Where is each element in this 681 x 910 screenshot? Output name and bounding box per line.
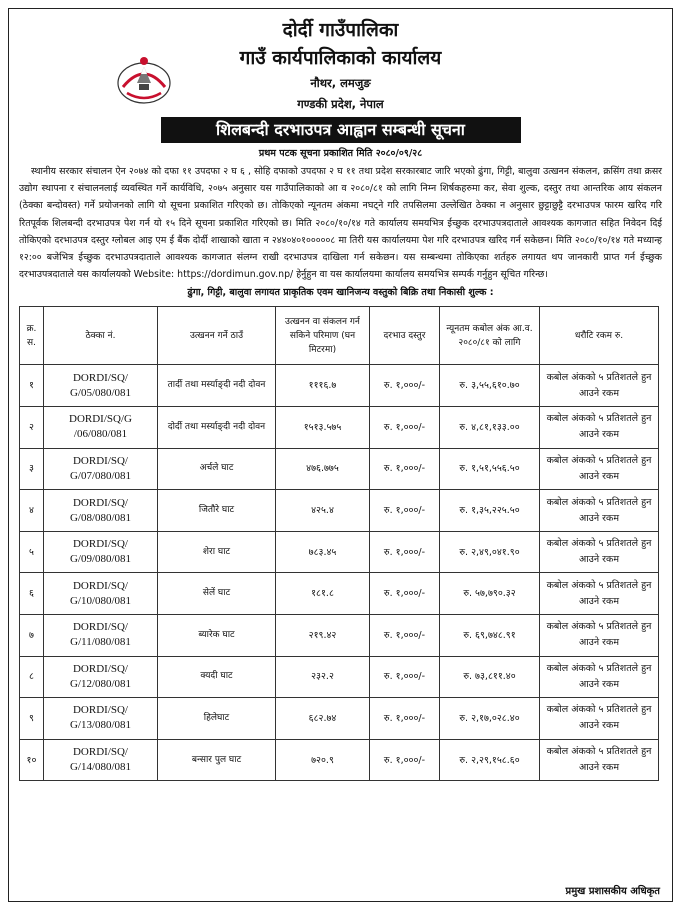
cell-deposit: कबोल अंकको ५ प्रतिशतले हुन आउने रकम: [540, 698, 659, 740]
cell-minimum-bid: रु. २,२९,१५८.६०: [440, 739, 540, 781]
cell-location: ब्यारेक घाट: [158, 614, 276, 656]
cell-location: तार्दी तथा मर्स्याङ्दी नदी दोवन: [158, 365, 276, 407]
cell-quantity: १५१३.५७५: [276, 407, 370, 449]
cell-contract-no: DORDI/SQ/ G/05/080/081: [44, 365, 158, 407]
cell-quantity: ७८३.४५: [276, 531, 370, 573]
table-row: [20, 698, 659, 740]
cell-fee: रु. १,०००/-: [370, 614, 440, 656]
table-row: [20, 656, 659, 698]
col-header-deposit: धरौटि रकम रु.: [540, 307, 659, 365]
cell-contract-no: DORDI/SQ/ G/14/080/081: [44, 739, 158, 781]
publication-date: प्रथम पटक सूचना प्रकाशित मिति २०८०/०९/२८: [258, 148, 423, 159]
cell-fee: रु. १,०००/-: [370, 490, 440, 532]
cell-location: हिलेघाट: [158, 698, 276, 740]
contract-table: [19, 306, 659, 781]
col-header-location: उत्खनन गर्ने ठाउँ: [158, 307, 276, 365]
cell-location: क्यदी घाट: [158, 656, 276, 698]
cell-deposit: कबोल अंकको ५ प्रतिशतले हुन आउने रकम: [540, 448, 659, 490]
cell-quantity: २३२.२: [276, 656, 370, 698]
cell-sn: ३: [20, 448, 44, 490]
cell-contract-no: DORDI/SQ/ G/09/080/081: [44, 531, 158, 573]
cell-minimum-bid: रु. ५७,७९०.३२: [440, 573, 540, 615]
cell-deposit: कबोल अंकको ५ प्रतिशतले हुन आउने रकम: [540, 490, 659, 532]
cell-contract-no: DORDI/SQ/ G/08/080/081: [44, 490, 158, 532]
cell-sn: १: [20, 365, 44, 407]
cell-quantity: ४७६.७७५: [276, 448, 370, 490]
cell-location: जितौरे घाट: [158, 490, 276, 532]
table-header-row: [20, 307, 659, 365]
cell-minimum-bid: रु. १,३५,२२५.५०: [440, 490, 540, 532]
cell-contract-no: DORDI/SQ/ G/12/080/081: [44, 656, 158, 698]
col-header-minimum-bid: न्यूनतम कबोल अंक आ.व. २०८०/८१ को लागि: [440, 307, 540, 365]
cell-sn: ४: [20, 490, 44, 532]
cell-minimum-bid: रु. ३,५५,६१०.७०: [440, 365, 540, 407]
cell-sn: ७: [20, 614, 44, 656]
cell-quantity: ६८२.७४: [276, 698, 370, 740]
cell-location: सेलें घाट: [158, 573, 276, 615]
cell-contract-no: DORDI/SQ/ G/13/080/081: [44, 698, 158, 740]
cell-contract-no: DORDI/SQ/G /06/080/081: [44, 407, 158, 449]
table-row: [20, 573, 659, 615]
signatory-title: प्रमुख प्रशासकीय अधिकृत: [565, 886, 660, 897]
notice-body: स्थानीय सरकार संचालन ऐन २०७४ को दफा ११ उपदफा २ घ ६ , सोहि दफाको उपदफा २ घ ११ तथा प्रदेश सरकारबाट जारि भएको ढुंगा, गिट्टी, बालुवा उत्खनन संकलन, क्रसिंग तथा क्रसर उद्योग स्थापना र संचालनलाई व्यवस्थित गर्ने कार्यविधि, २०७५ अनुसार यस गाउँपालिकाको आ व २०८०/८१ को लागि निम्न शिर्षकहरुमा कर, सेवा शुल्क, दस्तुर तथा आन्तरिक आय संकलन (ठेक्का बन्दोवस्त) गर्ने प्रयोजनको लागि यो सूचना प्रकाशित गरिएको छ। तोकिएको न्यूनतम अंकमा नघट्ने गरि तपसिलमा उल्लेखित ठेक्का न अनुसार छुट्टाछुट्टै दरभाउपत्र फारम खरिद गरि रितपूर्वक शिलबन्दी दरभाउपत्र पेश गर्न यो १५ दिने सूचना प्रकाशित गरिएको छ। मिति २०८०/१०/१४ गते कार्यालय समयभित्र ईच्छुक दरभाउपत्रदाताले आवश्यक कागजात सहित निवेदन दिई तोकिएको दरभाउपत्र दस्तुर ग्लोबल आइ एम ई बैंक दोर्दी शाखाको खाता न २४४०४०१०००००८ मा तिरी यस कार्यालयमा पेश गरि दरभाउपत्र खरिद गर्न सकेछन। मिति २०८०/१०/१४ गते मध्यान्ह १२:०० बजेभित्र ईच्छुक दरभाउपत्रदाताले आवश्यक कागजात संलग्न राखी दरभाउपत्र दाखिला गर्न सकेछन। यस सम्बन्धमा तोकिएका शर्तहरु लगायत थप जानकारी प्राप्त गर्न ईच्छुक दरभाउपत्रदाताले यस कार्यालयको Website: https://dordimun.gov.np/ हेर्नुहुन वा यस कार्यालयमा कार्यालय समयभित्र सम्पर्क गर्नुहुन सूचित गरिन्छ।: [19, 166, 662, 281]
cell-sn: ५: [20, 531, 44, 573]
nepal-government-emblem-icon: [115, 53, 173, 105]
cell-deposit: कबोल अंकको ५ प्रतिशतले हुन आउने रकम: [540, 365, 659, 407]
table-row: [20, 614, 659, 656]
cell-deposit: कबोल अंकको ५ प्रतिशतले हुन आउने रकम: [540, 531, 659, 573]
col-header-fee: दरभाउ दस्तुर: [370, 307, 440, 365]
municipality-name: दोर्दी गाउँपालिका: [282, 19, 399, 41]
table-heading: ढुंगा, गिट्टी, बालुवा लगायत प्राकृतिक एवम खानिजन्य वस्तुको बिक्रि तथा निकासी शुल्क :: [187, 287, 494, 299]
cell-contract-no: DORDI/SQ/ G/10/080/081: [44, 573, 158, 615]
col-header-contract-no: ठेक्का नं.: [44, 307, 158, 365]
cell-location: बन्सार पुल घाट: [158, 739, 276, 781]
cell-location: शेरा घाट: [158, 531, 276, 573]
cell-minimum-bid: रु. २,४९,०४१.९०: [440, 531, 540, 573]
cell-quantity: २१९.४२: [276, 614, 370, 656]
cell-contract-no: DORDI/SQ/ G/11/080/081: [44, 614, 158, 656]
table-row: [20, 531, 659, 573]
table-row: [20, 365, 659, 407]
cell-location: अर्चले घाट: [158, 448, 276, 490]
cell-sn: ८: [20, 656, 44, 698]
cell-minimum-bid: रु. ४,८१,१३३.००: [440, 407, 540, 449]
cell-sn: ९: [20, 698, 44, 740]
cell-fee: रु. १,०००/-: [370, 407, 440, 449]
cell-contract-no: DORDI/SQ/ G/07/080/081: [44, 448, 158, 490]
cell-location: दोर्दी तथा मर्स्याङ्दी नदी दोवन: [158, 407, 276, 449]
cell-sn: २: [20, 407, 44, 449]
cell-fee: रु. १,०००/-: [370, 531, 440, 573]
cell-minimum-bid: रु. ७३,८११.४०: [440, 656, 540, 698]
cell-minimum-bid: रु. २,१७,०२८.४०: [440, 698, 540, 740]
cell-deposit: कबोल अंकको ५ प्रतिशतले हुन आउने रकम: [540, 656, 659, 698]
cell-deposit: कबोल अंकको ५ प्रतिशतले हुन आउने रकम: [540, 614, 659, 656]
col-header-quantity: उत्खनन वा संकलन गर्न सकिने परिमाण (घन मिटरमा): [276, 307, 370, 365]
cell-fee: रु. १,०००/-: [370, 698, 440, 740]
office-name: गाउँ कार्यपालिकाको कार्यालय: [239, 47, 442, 69]
col-header-sn: क्र. स.: [20, 307, 44, 365]
cell-fee: रु. १,०००/-: [370, 739, 440, 781]
cell-quantity: १११६.७: [276, 365, 370, 407]
cell-fee: रु. १,०००/-: [370, 365, 440, 407]
cell-quantity: १८१.८: [276, 573, 370, 615]
cell-minimum-bid: रु. १,५१,५५६.५०: [440, 448, 540, 490]
cell-minimum-bid: रु. ६९,७४८.९१: [440, 614, 540, 656]
cell-sn: १०: [20, 739, 44, 781]
cell-deposit: कबोल अंकको ५ प्रतिशतले हुन आउने रकम: [540, 407, 659, 449]
notice-title: शिलबन्दी दरभाउपत्र आह्वान सम्बन्धी सूचना: [161, 117, 521, 143]
cell-fee: रु. १,०००/-: [370, 448, 440, 490]
cell-quantity: ४२५.४: [276, 490, 370, 532]
cell-quantity: ७२०.९: [276, 739, 370, 781]
office-address: नौथर, लमजुङ: [310, 76, 371, 90]
cell-sn: ६: [20, 573, 44, 615]
table-row: [20, 490, 659, 532]
cell-fee: रु. १,०००/-: [370, 656, 440, 698]
notice-page: [8, 8, 673, 902]
table-row: [20, 739, 659, 781]
table-row: [20, 407, 659, 449]
office-province: गण्डकी प्रदेश, नेपाल: [297, 97, 384, 111]
table-row: [20, 448, 659, 490]
cell-deposit: कबोल अंकको ५ प्रतिशतले हुन आउने रकम: [540, 573, 659, 615]
cell-deposit: कबोल अंकको ५ प्रतिशतले हुन आउने रकम: [540, 739, 659, 781]
cell-fee: रु. १,०००/-: [370, 573, 440, 615]
